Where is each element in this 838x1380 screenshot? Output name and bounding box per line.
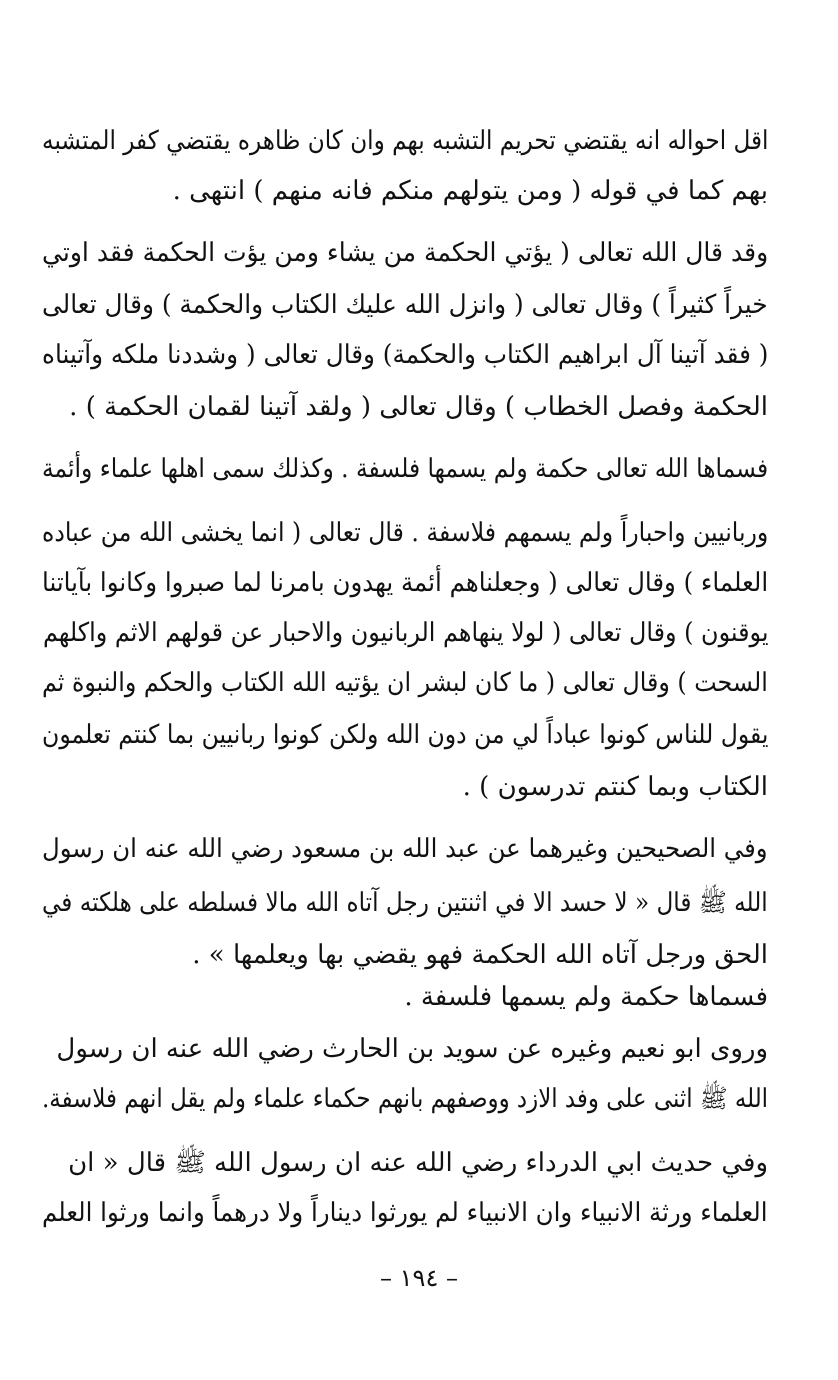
- text-line: العلماء ورثة الانبياء وان الانبياء لم يورثوا ديناراً ولا درهماً وانما ورثوا العلم: [42, 1198, 768, 1228]
- page-number: – ١٩٤ –: [380, 1264, 458, 1292]
- text-line: السحت ) وقال تعالى ( ما كان لبشر ان يؤتيه الله الكتاب والحكم والنبوة ثم: [42, 668, 768, 698]
- text-line: الله ﷺ اثنى على وفد الازد ووصفهم بانهم حكماء علماء ولم يقل انهم فلاسفة.: [41, 1084, 768, 1114]
- text-line: وقد قال الله تعالى ( يؤتي الحكمة من يشاء ومن يؤت الحكمة فقد اوتي: [41, 238, 768, 268]
- text-line: ( فقد آتينا آل ابراهيم الكتاب والحكمة) وقال تعالى ( وشددنا ملكه وآتيناه: [41, 340, 768, 370]
- text-line: الله ﷺ قال « لا حسد الا في اثنتين رجل آتاه الله مالا فسلطه على هلكته في: [42, 888, 768, 918]
- text-line: اقل احواله انه يقتضي تحريم التشبه بهم وان كان ظاهره يقتضي كفر المتشبه: [41, 126, 768, 156]
- text-line: العلماء ) وقال تعالى ( وجعلناهم أئمة يهدون بامرنا لما صبروا وكانوا بآياتنا: [41, 568, 768, 598]
- text-line: الحق ورجل آتاه الله الحكمة فهو يقضي بها ويعلمها » .: [192, 940, 768, 970]
- text-line: وفي الصحيحين وغيرهما عن عبد الله بن مسعود رضي الله عنه ان رسول: [42, 834, 768, 864]
- text-line: وفي حديث ابي الدرداء رضي الله عنه ان رسول الله ﷺ قال « ان: [68, 1148, 768, 1178]
- text-line: وربانيين واحباراً ولم يسمهم فلاسفة . قال تعالى ( انما يخشى الله من عباده: [41, 518, 768, 548]
- text-line: الحكمة وفصل الخطاب ) وقال تعالى ( ولقد آتينا لقمان الحكمة ) .: [69, 392, 768, 422]
- text-line: يوقنون ) وقال تعالى ( لولا ينهاهم الربانيون والاحبار عن قولهم الاثم واكلهم: [42, 618, 768, 648]
- text-line: بهم كما في قوله ( ومن يتولهم منكم فانه منهم ) انتهى .: [172, 176, 768, 206]
- text-line: وروى ابو نعيم وغيره عن سويد بن الحارث رضي الله عنه ان رسول: [56, 1034, 768, 1064]
- text-line: فسماها حكمة ولم يسمها فلسفة .: [404, 982, 768, 1012]
- text-line: يقول للناس كونوا عباداً لي من دون الله ولكن كونوا ربانيين بما كنتم تعلمون: [41, 720, 768, 750]
- text-line: الكتاب وبما كنتم تدرسون ) .: [462, 772, 768, 802]
- text-line: فسماها الله تعالى حكمة ولم يسمها فلسفة . وكذلك سمى اهلها علماء وأئمة: [41, 454, 768, 484]
- text-line: خيراً كثيراً ) وقال تعالى ( وانزل الله عليك الكتاب والحكمة ) وقال تعالى: [42, 290, 768, 320]
